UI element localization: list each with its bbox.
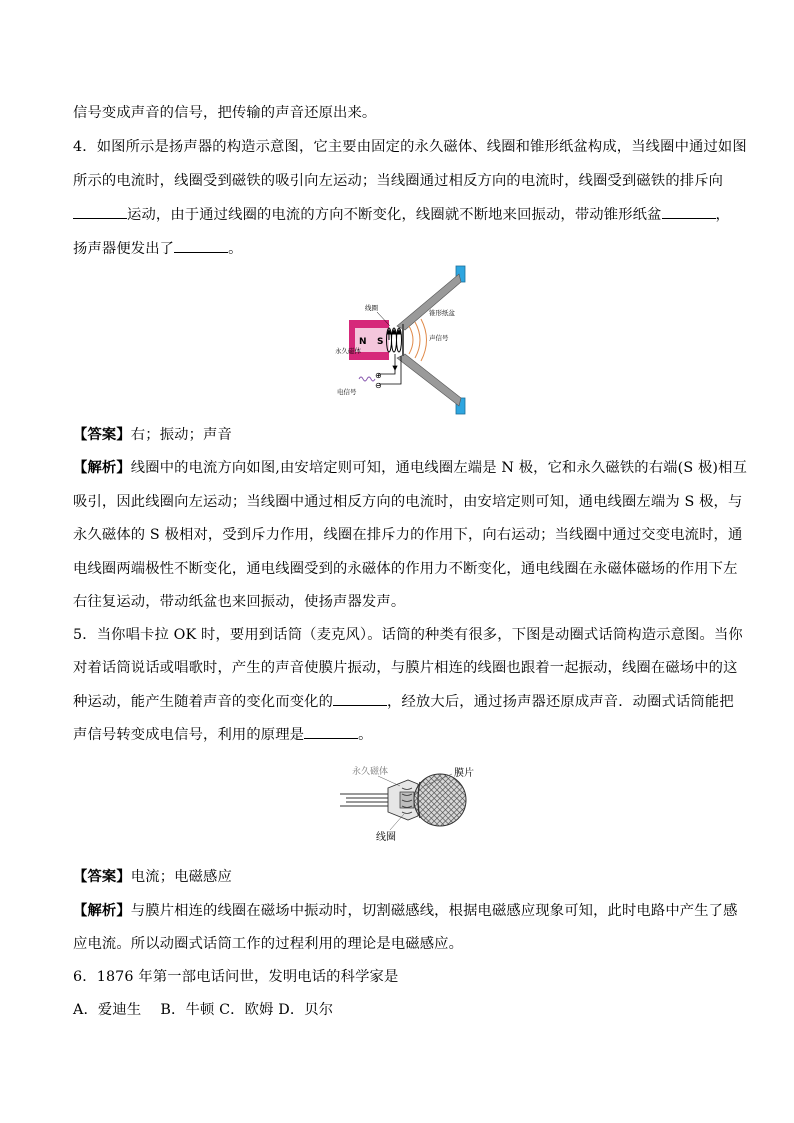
answer-text: 电流；电磁感应 [130,869,232,885]
label-mic-magnet: 永久磁体 [352,767,389,777]
q5-stem-line3 [73,691,734,713]
label-magnet: 永久磁体 [335,347,361,355]
q5-answer [73,866,232,888]
q4-answer [73,424,232,446]
answer-blank[interactable] [73,204,127,219]
mic-wires [340,794,388,806]
q5-line4-text-a: 声信号转变成电信号，利用的原理是 [73,727,305,743]
q5-stem-line2: 对着话筒说话或唱歌时，产生的声音使膜片振动，与膜片相连的线圈也跟着一起振动，线圈在磁场中的这 [73,660,738,676]
microphone-diagram [338,764,488,846]
q4-analysis-line3: 永久磁体的 S 极相对，受到斥力作用，线圈在排斥力的作用下，向右运动；当线圈中通过交变电流时，通 [73,527,743,543]
q5-line4-text-b: 。 [358,727,373,743]
q4-stem-line1: 4．如图所示是扬声器的构造示意图，它主要由固定的永久磁体、线圈和锥形纸盆构成，当线圈中通过如图 [73,139,747,155]
q4-stem-line2: 所示的电流时，线圈受到磁铁的吸引向左运动；当线圈通过相反方向的电流时，线圈受到磁铁的排斥向 [73,173,724,189]
q4-line4-text-b: 。 [228,241,243,257]
minus-terminal: ⊖ [375,381,382,390]
q5-stem-line1: 5．当你唱卡拉 OK 时，要用到话筒（麦克风）。话筒的种类有很多，下图是动圈式话筒构造示意图。当你 [73,627,743,643]
analysis-tag: 【解析】 [73,460,131,476]
answer-text: 右；振动；声音 [130,427,232,443]
answer-tag: 【答案】 [73,427,131,443]
pole-s-label: S [377,337,384,347]
analysis-tag: 【解析】 [73,903,131,919]
q4-line4-text-a: 扬声器便发出了 [73,241,175,257]
q4-analysis-line2: 吸引，因此线圈向左运动；当线圈中通过相反方向的电流时，由安培定则可知，通电线圈左端为 S 极，与 [73,494,743,510]
answer-blank[interactable] [304,724,358,739]
q4-analysis-line4: 电线圈两端极性不断变化，通电线圈受到的永磁体的作用力不断变化，通电线圈在永磁体磁场的作用下左 [73,561,738,577]
label-coil: 线圈 [365,304,378,312]
q5-stem-line4 [73,724,373,746]
cone-top [397,274,461,330]
label-sound: 声信号 [429,334,449,342]
answer-blank[interactable] [662,204,716,219]
q4-analysis-line5: 右往复运动，带动纸盆也来回振动，使扬声器发声。 [73,594,406,610]
analysis-text: 线圈中的电流方向如图,由安培定则可知，通电线圈左端是 N 极，它和永久磁铁的右端(S 极)相互 [130,460,748,476]
q4-stem-line3 [73,204,730,226]
analysis-text: 与膜片相连的线圈在磁场中振动时，切割磁感线，根据电磁感应现象可知，此时电路中产生了感 [130,903,738,919]
label-cone: 锥形纸盆 [429,309,455,317]
cone-bottom [397,354,461,406]
q6-stem: 6．1876 年第一部电话问世，发明电话的科学家是 [73,969,399,985]
q3-tail-text: 信号变成声音的信号，把传输的声音还原出来。 [73,105,377,121]
signal-wave [359,377,375,381]
q5-line3-text-b: ，经放大后，通过扬声器还原成声音．动圈式话筒能把 [387,694,734,710]
sound-arcs [409,319,427,361]
q5-line3-text-a: 种运动，能产生随着声音的变化而变化的 [73,694,334,710]
mic-head-mesh [414,774,466,826]
q6-options: A．爱迪生 B．牛顿 C．欧姆 D．贝尔 [73,1002,334,1018]
q4-line3-text-a: 运动，由于通过线圈的电流的方向不断变化，线圈就不断地来回振动，带动锥形纸盆 [127,207,662,223]
answer-blank[interactable] [333,691,387,706]
q4-stem-line4 [73,238,243,260]
q4-analysis-line1 [73,457,747,479]
plus-terminal: ⊕ [375,371,382,380]
q5-analysis-line1 [73,900,738,922]
answer-blank[interactable] [174,238,228,253]
pole-n-label: N [359,337,367,347]
label-diaphragm: 膜片 [454,768,474,779]
q4-line3-text-b: ， [715,207,730,223]
q5-analysis-line2: 应电流。所以动圈式话筒工作的过程利用的理论是电磁感应。 [73,936,464,952]
label-mic-coil: 线圈 [376,832,396,843]
label-signal: 电信号 [337,388,357,396]
speaker-diagram [335,262,480,417]
answer-tag: 【答案】 [73,869,131,885]
